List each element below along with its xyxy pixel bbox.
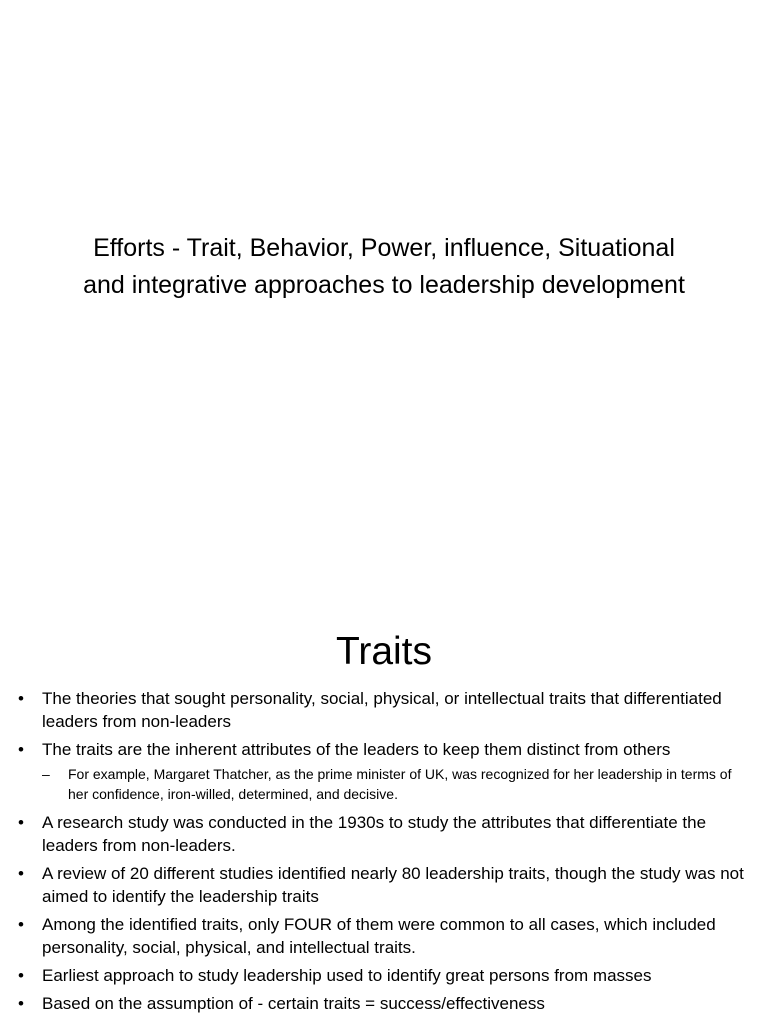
slide-2-title: Traits	[335, 630, 433, 673]
bullet-icon: •	[18, 813, 24, 832]
bullet-item	[0, 811, 768, 857]
bullet-icon: •	[18, 740, 24, 759]
bullet-item	[0, 862, 768, 908]
bullet-text: Based on the assumption of - certain traits = success/effectiveness	[42, 994, 545, 1013]
bullet-icon: •	[18, 966, 24, 985]
dash-icon: –	[42, 766, 50, 782]
sub-bullet-item	[0, 764, 768, 804]
bullet-icon: •	[18, 994, 24, 1013]
bullet-item	[0, 687, 768, 733]
bullet-text: The traits are the inherent attributes of the leaders to keep them distinct from others	[42, 740, 671, 759]
slide-1-title-line-1: Efforts - Trait, Behavior, Power, influence, Situational	[93, 234, 675, 262]
slide-1-title-line-2: and integrative approaches to leadership development	[83, 271, 685, 299]
bullet-list	[0, 687, 768, 1020]
bullet-item	[0, 992, 768, 1015]
sub-bullet-text: For example, Margaret Thatcher, as the prime minister of UK, was recognized for her leadership in terms of her confidence, iron-willed, determined, and decisive.	[68, 766, 732, 802]
bullet-item	[0, 964, 768, 987]
bullet-item	[0, 913, 768, 959]
slide-2	[0, 576, 768, 1024]
bullet-icon: •	[18, 864, 24, 883]
bullet-text: A review of 20 different studies identified nearly 80 leadership traits, though the study was not aimed to identify the leadership traits	[42, 864, 744, 906]
slide-1-title	[30, 230, 738, 304]
bullet-item	[0, 738, 768, 761]
bullet-icon: •	[18, 689, 24, 708]
bullet-text: Earliest approach to study leadership used to identify great persons from masses	[42, 966, 652, 985]
bullet-text: Among the identified traits, only FOUR of them were common to all cases, which included personality, social, physical, and intellectual traits.	[42, 915, 716, 957]
bullet-text: The theories that sought personality, social, physical, or intellectual traits that differentiated leaders from non-leaders	[42, 689, 722, 731]
bullet-text: A research study was conducted in the 1930s to study the attributes that differentiate the leaders from non-leaders.	[42, 813, 707, 855]
bullet-icon: •	[18, 915, 24, 934]
